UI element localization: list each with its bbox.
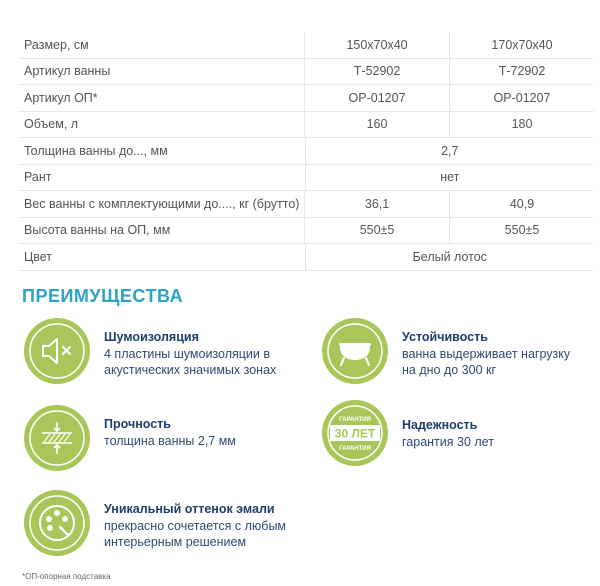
spec-row-thickness [18,138,594,165]
bathtub-icon [322,318,388,384]
spec-row-op-article [18,85,594,112]
spec-label: Артикул ОП* [24,90,98,105]
spec-value: 40,9 [509,196,535,211]
spec-label: Рант [24,170,52,185]
feature-description-line: гарантия 30 лет [402,435,494,449]
spec-value: нет [305,165,594,191]
specs-table [18,32,594,271]
spec-value: 550±5 [504,223,540,238]
feature-description-line: 4 пластины шумоизоляции в [104,347,270,361]
spec-value: Т-52902 [304,59,450,85]
feature-description-line: на дно до 300 кг [402,363,497,377]
spec-value: 550±5 [304,218,450,244]
warranty-badge-icon [322,400,388,466]
spec-value: 36,1 [304,191,450,217]
spec-value: OP-01207 [493,90,551,105]
feature-title: Прочность [104,417,171,431]
thickness-icon [24,405,90,471]
spec-label: Вес ванны с комплектующими до...., кг (брутто) [24,196,300,211]
feature-noise-insulation [24,318,276,384]
spec-label: Толщина ванны до..., мм [24,143,168,158]
feature-title: Устойчивость [402,330,488,344]
footnote: *ОП-опорная подставка [22,572,111,581]
spec-value: 160 [304,112,450,138]
spec-row-color [18,244,594,271]
feature-description-line: прекрасно сочетается с любым [104,519,287,533]
badge-mid-text: 30 ЛЕТ [334,426,376,441]
spec-row-rim [18,165,594,192]
spec-row-weight [18,191,594,218]
spec-value: 2,7 [305,138,594,164]
feature-description-line: ванна выдерживает нагрузку [402,347,571,361]
spec-label: Высота ванны на ОП, мм [24,223,171,238]
spec-value: Т-72902 [498,64,546,79]
feature-enamel [24,490,286,556]
badge-bottom-text: ГАРАНТИЯ [339,446,371,452]
speaker-mute-icon [24,318,90,384]
feature-description-line: акустических значимых зонах [104,363,277,377]
feature-description-line: интерьерным решением [104,535,247,549]
feature-title: Шумоизоляция [104,330,199,344]
spec-value: 150х70х40 [304,32,450,58]
badge-top-text: ГАРАНТИЯ [339,417,371,423]
feature-stability [322,318,570,384]
spec-label: Артикул ванны [24,64,111,79]
spec-label: Размер, см [24,37,89,52]
spec-row-height [18,218,594,245]
feature-description-line: толщина ванны 2,7 мм [104,434,236,448]
spec-row-article [18,59,594,86]
feature-title: Уникальный оттенок эмали [104,502,275,516]
advantages-title: ПРЕИМУЩЕСТВА [22,286,184,306]
spec-value: Белый лотос [305,244,594,270]
feature-strength [24,405,236,471]
spec-row-volume [18,112,594,139]
spec-row-size [18,32,594,59]
palette-icon [24,490,90,556]
spec-value: OP-01207 [304,85,450,111]
spec-value: 170х70х40 [491,37,553,52]
feature-reliability [322,400,494,466]
spec-label: Объем, л [24,117,79,132]
spec-value: 180 [511,117,533,132]
spec-label: Цвет [24,249,53,264]
feature-title: Надежность [402,418,478,432]
